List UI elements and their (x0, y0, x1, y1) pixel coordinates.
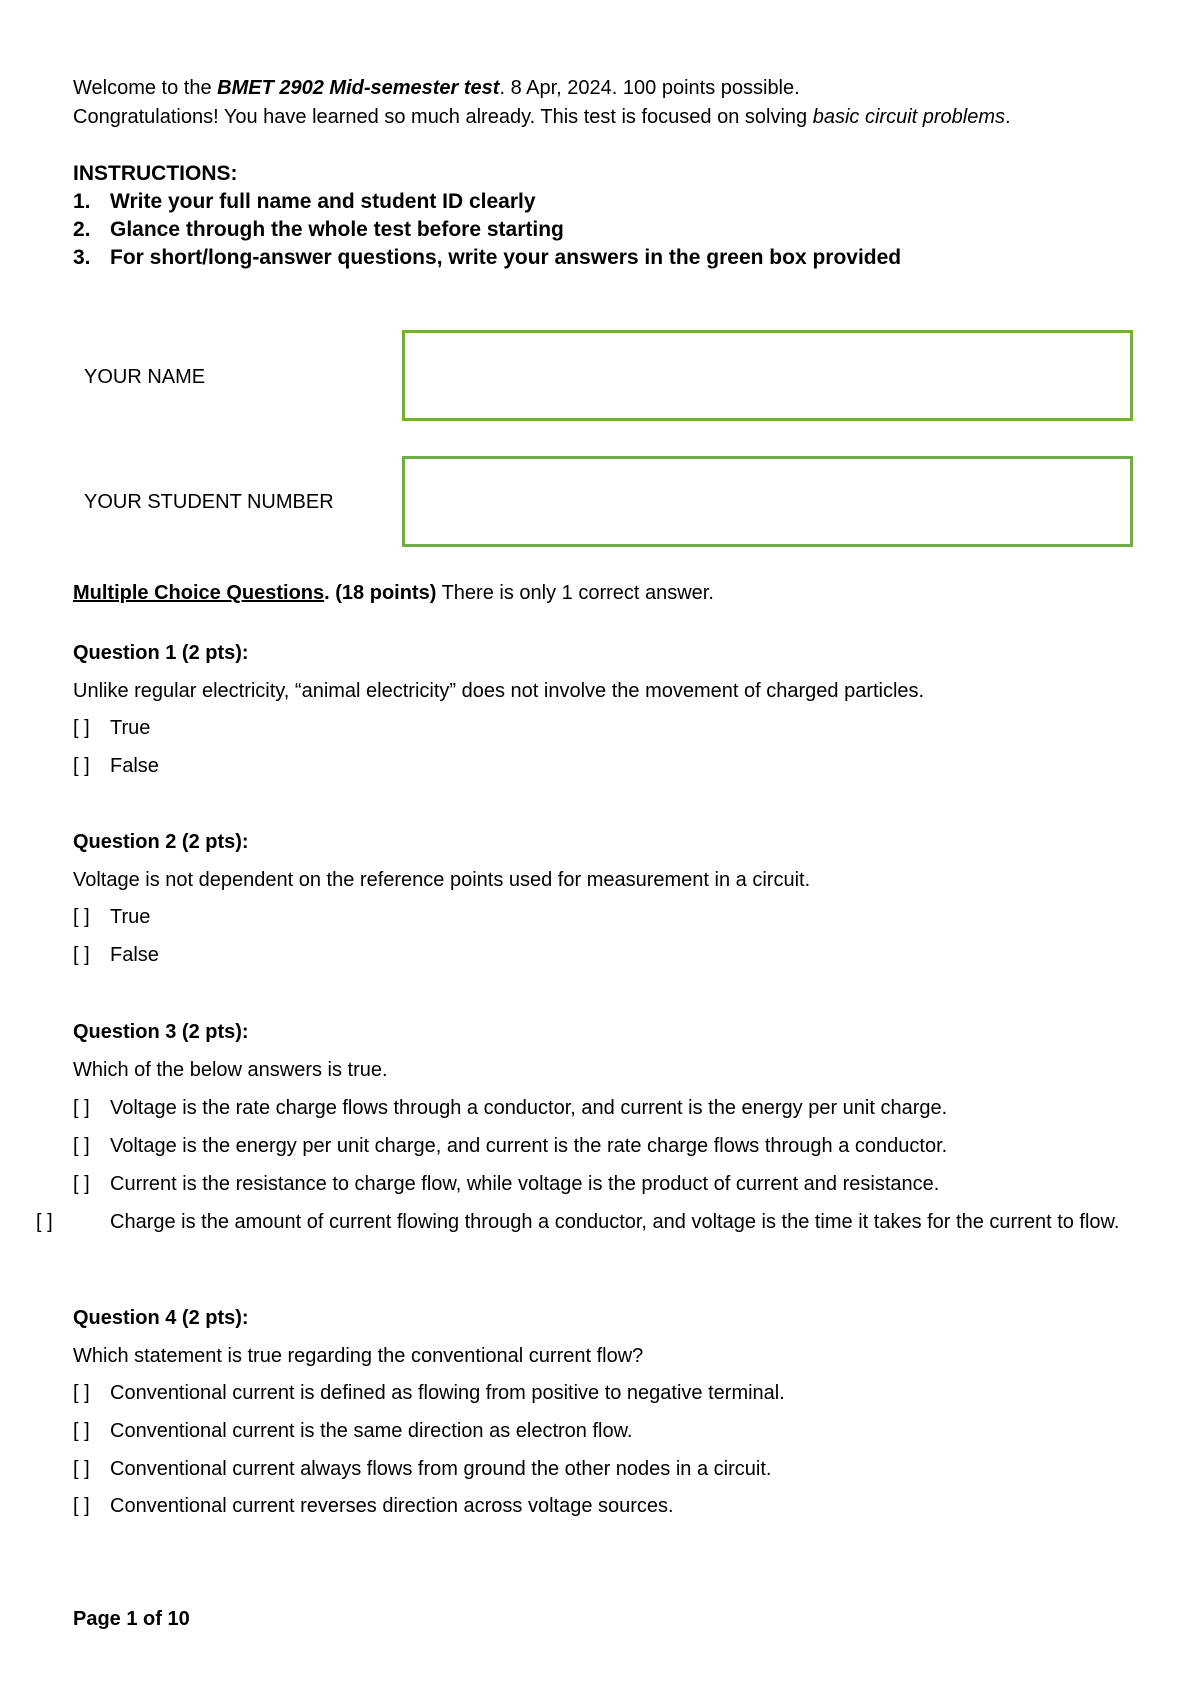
instruction-number: 2. (73, 218, 91, 241)
instruction-text: Glance through the whole test before starting (110, 218, 564, 241)
question-3-option[interactable] (36, 1208, 1150, 1236)
checkbox[interactable]: [ ] (73, 1097, 90, 1119)
question-2-option[interactable] (73, 903, 150, 931)
student-number-label: YOUR STUDENT NUMBER (84, 491, 334, 513)
instruction-text: For short/long-answer questions, write your answers in the green box provided (110, 246, 902, 269)
checkbox[interactable]: [ ] (73, 1135, 90, 1157)
instruction-item (73, 245, 901, 271)
question-1-prompt: Unlike regular electricity, “animal electricity” does not involve the movement of charged particles. (73, 680, 925, 702)
name-label: YOUR NAME (84, 366, 206, 388)
question-3-option[interactable] (73, 1132, 947, 1160)
question-3-option[interactable] (73, 1094, 947, 1122)
option-text: False (110, 755, 159, 777)
question-4-option[interactable] (73, 1455, 771, 1483)
intro-text: . (1005, 106, 1011, 128)
page-number: Page 1 of 10 (73, 1608, 190, 1630)
question-2-prompt: Voltage is not dependent on the reference points used for measurement in a circuit. (73, 869, 811, 891)
question-1-option[interactable] (73, 714, 150, 742)
question-4-option[interactable] (73, 1417, 633, 1445)
question-3-prompt: Which of the below answers is true. (73, 1059, 388, 1081)
question-3-option[interactable] (73, 1170, 939, 1198)
option-text: Voltage is the energy per unit charge, and current is the rate charge flows through a conductor. (110, 1135, 948, 1157)
instruction-text: Write your full name and student ID clearly (110, 190, 536, 213)
intro-emphasis: basic circuit problems (812, 106, 1006, 128)
question-3-title: Question 3 (2 pts): (73, 1021, 249, 1043)
option-text: False (110, 944, 159, 966)
checkbox[interactable]: [ ] (73, 1173, 90, 1195)
option-text: True (110, 717, 151, 739)
checkbox[interactable]: [ ] (73, 1495, 90, 1517)
intro-line-2 (73, 104, 1011, 130)
checkbox[interactable]: [ ] (73, 944, 90, 966)
option-text: Voltage is the rate charge flows through a conductor, and current is the energy per unit charge. (110, 1097, 948, 1119)
question-2-option[interactable] (73, 941, 159, 969)
intro-text: Congratulations! You have learned so much already. This test is focused on solving (73, 106, 813, 128)
instruction-item (73, 189, 536, 215)
checkbox[interactable]: [ ] (73, 1382, 90, 1404)
mcq-title: Multiple Choice Questions (73, 582, 325, 604)
intro-text: Welcome to the (73, 77, 218, 99)
instruction-item (73, 217, 564, 243)
option-text: Charge is the amount of current flowing through a conductor, and voltage is the time it takes for the current to flow. (110, 1211, 1120, 1233)
student-number-answer-box[interactable] (402, 456, 1133, 547)
option-text: Conventional current reverses direction across voltage sources. (110, 1495, 674, 1517)
intro-date-points: . 8 Apr, 2024. 100 points possible. (499, 77, 800, 99)
option-text: Conventional current always flows from ground the other nodes in a circuit. (110, 1458, 772, 1480)
mcq-heading (73, 580, 714, 606)
instructions-heading: INSTRUCTIONS: (73, 162, 238, 185)
question-2-title: Question 2 (2 pts): (73, 831, 249, 853)
question-4-prompt: Which statement is true regarding the conventional current flow? (73, 1345, 644, 1367)
mcq-points: (18 points) (335, 582, 437, 604)
option-text: True (110, 906, 151, 928)
checkbox[interactable]: [ ] (73, 906, 90, 928)
option-text: Current is the resistance to charge flow, while voltage is the product of current and resistance. (110, 1173, 940, 1195)
question-4-option[interactable] (73, 1379, 785, 1407)
option-text: Conventional current is the same direction as electron flow. (110, 1420, 633, 1442)
checkbox[interactable]: [ ] (73, 1458, 90, 1480)
question-1-title: Question 1 (2 pts): (73, 642, 249, 664)
checkbox[interactable]: [ ] (36, 1211, 53, 1233)
mcq-title-sep: . (324, 582, 330, 604)
intro-line-1 (73, 75, 800, 101)
mcq-note: There is only 1 correct answer. (436, 582, 714, 604)
question-1-option[interactable] (73, 752, 159, 780)
name-answer-box[interactable] (402, 330, 1133, 421)
checkbox[interactable]: [ ] (73, 1420, 90, 1442)
course-title: BMET 2902 Mid-semester test (217, 77, 500, 99)
option-text: Conventional current is defined as flowing from positive to negative terminal. (110, 1382, 785, 1404)
instruction-number: 1. (73, 190, 91, 213)
question-4-option[interactable] (73, 1492, 674, 1520)
checkbox[interactable]: [ ] (73, 755, 90, 777)
question-4-title: Question 4 (2 pts): (73, 1307, 249, 1329)
checkbox[interactable]: [ ] (73, 717, 90, 739)
instruction-number: 3. (73, 246, 91, 269)
